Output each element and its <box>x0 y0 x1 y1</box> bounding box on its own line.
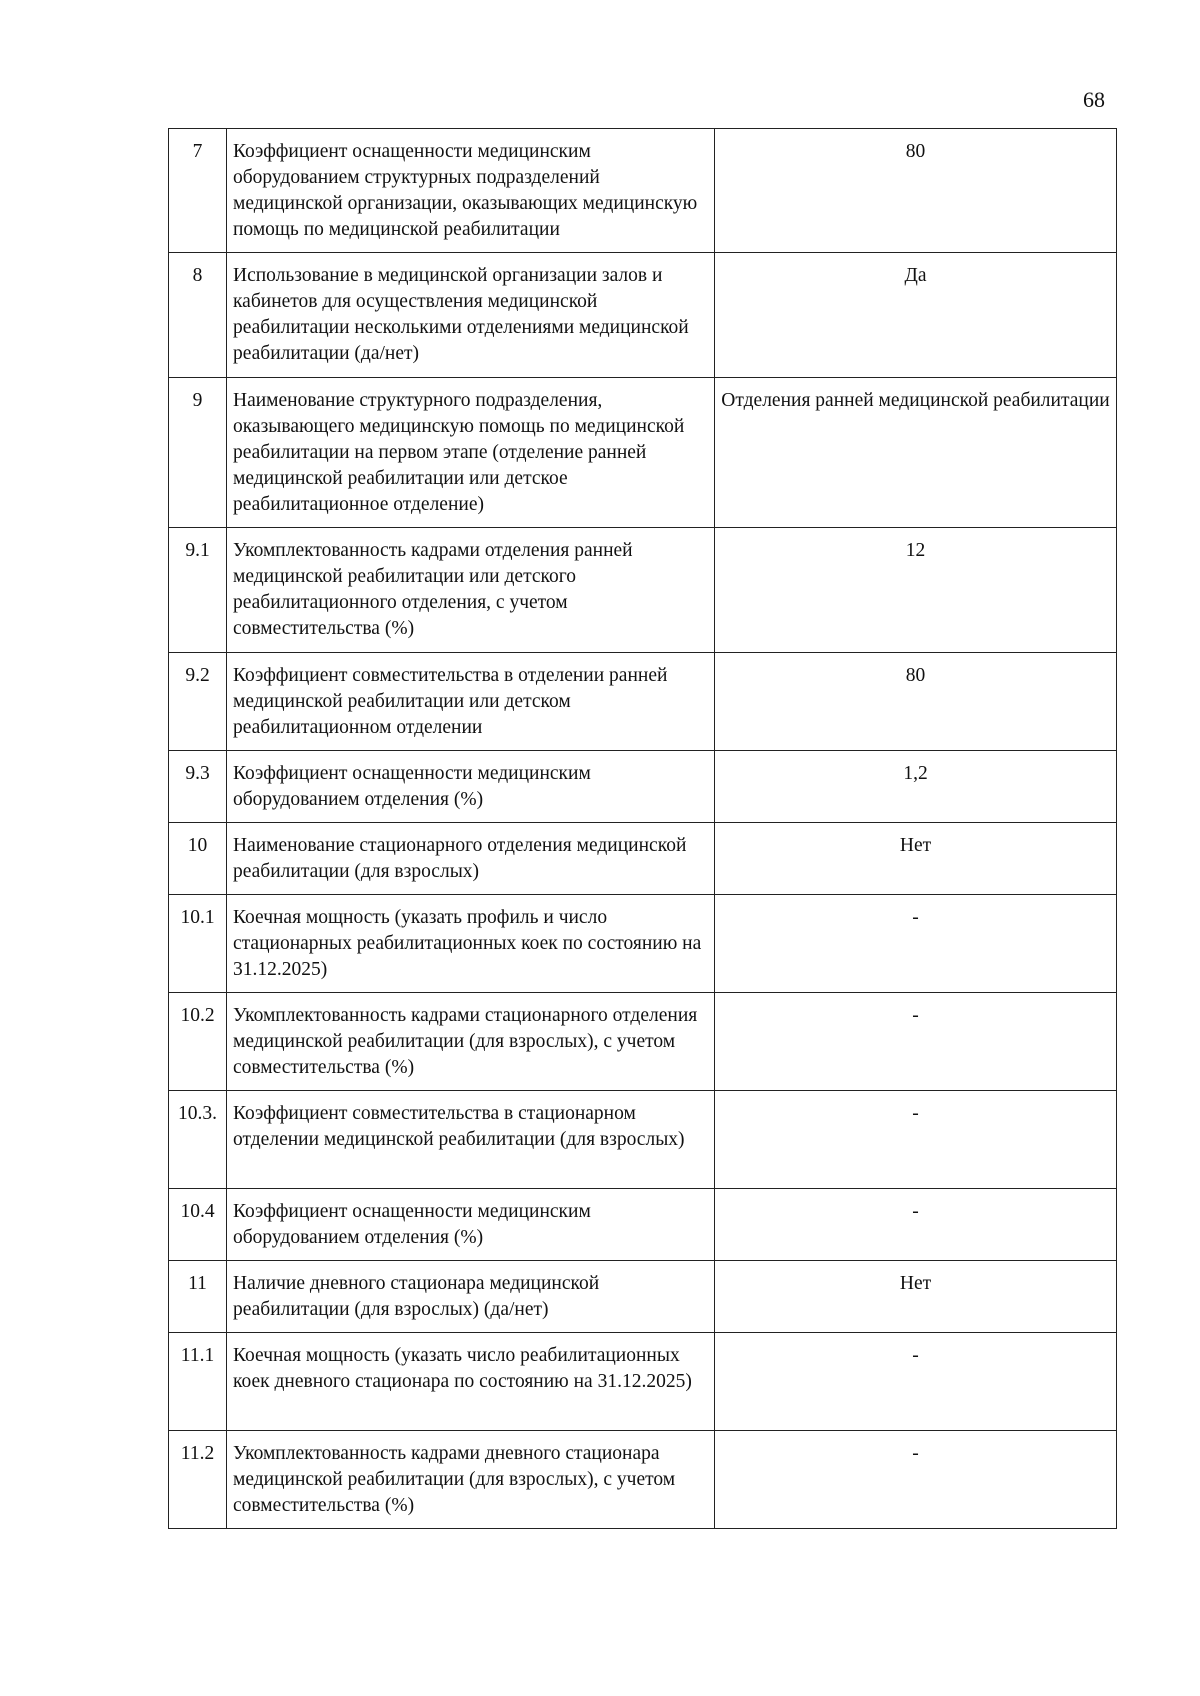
table-row <box>169 1431 1117 1529</box>
row-description: Коэффициент оснащенности медицинским оборудованием структурных подразделений медицинской организации, оказывающих медицинскую помощь по медицинской реабилитации <box>227 129 715 253</box>
row-description: Наименование стационарного отделения медицинской реабилитации (для взрослых) <box>227 823 715 895</box>
row-value: - <box>715 1091 1117 1189</box>
row-value: Да <box>715 253 1117 378</box>
row-description: Коечная мощность (указать число реабилитационных коек дневного стационара по состоянию на 31.12.2025) <box>227 1333 715 1431</box>
row-description: Коэффициент совместительства в отделении ранней медицинской реабилитации или детском реабилитационном отделении <box>227 653 715 751</box>
row-value: - <box>715 1189 1117 1261</box>
row-description: Укомплектованность кадрами стационарного отделения медицинской реабилитации (для взрослых), с учетом совместительства (%) <box>227 993 715 1091</box>
row-description: Наименование структурного подразделения, оказывающего медицинскую помощь по медицинской реабилитации на первом этапе (отделение ранней медицинской реабилитации или детское реабилитационное отделение) <box>227 378 715 528</box>
row-number: 10.1 <box>169 895 227 993</box>
row-value: - <box>715 993 1117 1091</box>
indicators-table <box>168 128 1117 1529</box>
row-value: Отделения ранней медицинской реабилитации <box>715 378 1117 528</box>
row-description: Коэффициент оснащенности медицинским оборудованием отделения (%) <box>227 1189 715 1261</box>
row-number: 10 <box>169 823 227 895</box>
row-number: 7 <box>169 129 227 253</box>
row-description: Наличие дневного стационара медицинской реабилитации (для взрослых) (да/нет) <box>227 1261 715 1333</box>
table-row <box>169 253 1117 378</box>
table-row <box>169 993 1117 1091</box>
table-row <box>169 129 1117 253</box>
row-number: 11.2 <box>169 1431 227 1529</box>
table-row <box>169 751 1117 823</box>
row-description: Укомплектованность кадрами отделения ранней медицинской реабилитации или детского реабилитационного отделения, с учетом совместительства (%) <box>227 528 715 653</box>
row-value: Нет <box>715 1261 1117 1333</box>
table-row <box>169 1333 1117 1431</box>
row-number: 9.1 <box>169 528 227 653</box>
table-row <box>169 895 1117 993</box>
row-description: Использование в медицинской организации залов и кабинетов для осуществления медицинской реабилитации несколькими отделениями медицинской реабилитации (да/нет) <box>227 253 715 378</box>
table-row <box>169 1091 1117 1189</box>
table-row <box>169 378 1117 528</box>
table-row <box>169 823 1117 895</box>
table-row <box>169 653 1117 751</box>
row-number: 9.3 <box>169 751 227 823</box>
row-value: 12 <box>715 528 1117 653</box>
row-number: 11 <box>169 1261 227 1333</box>
row-number: 11.1 <box>169 1333 227 1431</box>
row-description: Коэффициент оснащенности медицинским оборудованием отделения (%) <box>227 751 715 823</box>
row-value: 80 <box>715 653 1117 751</box>
row-number: 9 <box>169 378 227 528</box>
row-number: 10.4 <box>169 1189 227 1261</box>
row-value: Нет <box>715 823 1117 895</box>
row-description: Коэффициент совместительства в стационарном отделении медицинской реабилитации (для взрослых) <box>227 1091 715 1189</box>
row-description: Укомплектованность кадрами дневного стационара медицинской реабилитации (для взрослых), с учетом совместительства (%) <box>227 1431 715 1529</box>
row-number: 9.2 <box>169 653 227 751</box>
row-number: 10.3. <box>169 1091 227 1189</box>
page-number: 68 <box>1083 87 1105 112</box>
row-number: 10.2 <box>169 993 227 1091</box>
row-value: - <box>715 895 1117 993</box>
row-description: Коечная мощность (указать профиль и число стационарных реабилитационных коек по состоянию на 31.12.2025) <box>227 895 715 993</box>
table-row <box>169 1189 1117 1261</box>
table-row <box>169 1261 1117 1333</box>
row-value: - <box>715 1333 1117 1431</box>
table-row <box>169 528 1117 653</box>
row-value: - <box>715 1431 1117 1529</box>
row-value: 1,2 <box>715 751 1117 823</box>
row-number: 8 <box>169 253 227 378</box>
row-value: 80 <box>715 129 1117 253</box>
